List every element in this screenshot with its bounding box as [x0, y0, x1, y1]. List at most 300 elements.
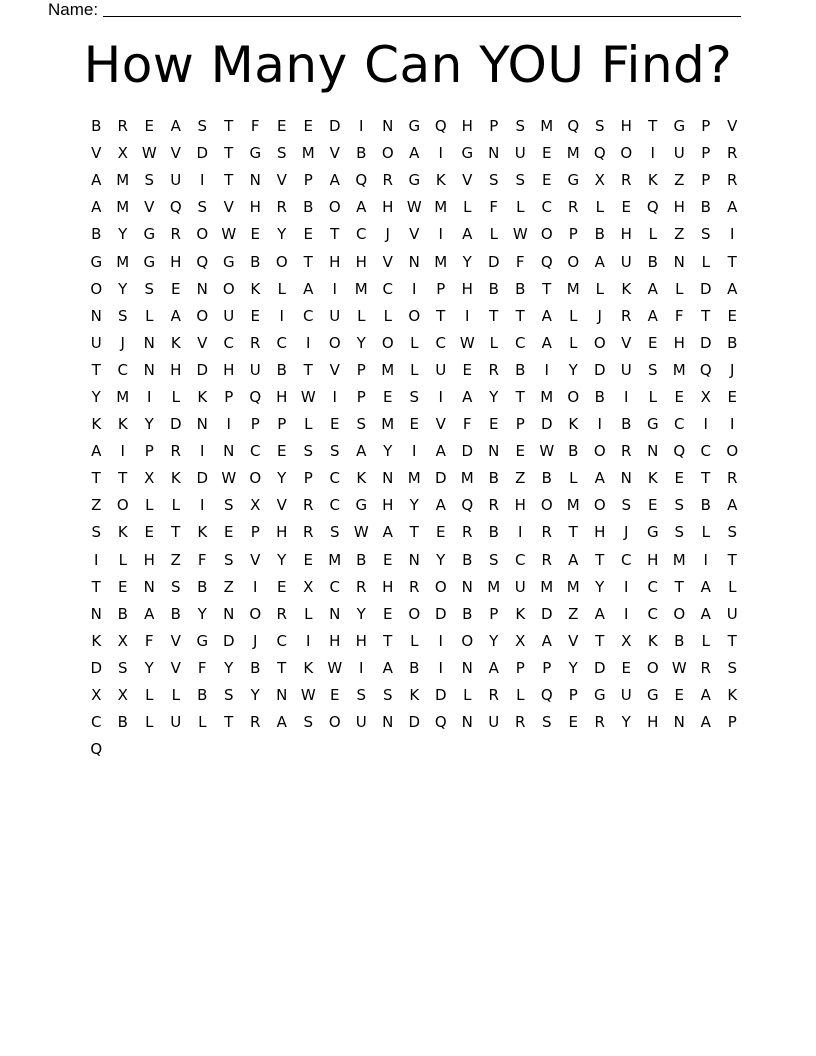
grid-letter: G — [355, 496, 368, 515]
grid-letter: U — [620, 252, 632, 271]
grid-letter: G — [646, 523, 659, 542]
grid-letter: A — [488, 658, 499, 677]
grid-letter: W — [353, 523, 369, 542]
grid-letter: N — [488, 144, 500, 163]
grid-letter: Y — [436, 550, 446, 569]
grid-letter: Q — [540, 252, 553, 271]
grid-letter: B — [700, 496, 711, 515]
grid-letter: L — [383, 306, 392, 325]
grid-letter: Z — [674, 225, 685, 244]
grid-letter: E — [144, 523, 154, 542]
grid-letter: P — [303, 469, 313, 488]
grid-letter: D — [487, 252, 500, 271]
grid-letter: V — [170, 631, 181, 650]
grid-letter: L — [145, 496, 154, 515]
grid-letter: Q — [90, 740, 103, 759]
grid-letter: H — [223, 360, 235, 379]
grid-letter: K — [647, 171, 658, 190]
grid-letter: B — [700, 198, 711, 217]
grid-letter: N — [382, 469, 394, 488]
grid-letter: E — [648, 333, 658, 352]
grid-letter: J — [730, 360, 735, 379]
grid-letter: O — [593, 333, 606, 352]
grid-letter: L — [701, 631, 710, 650]
grid-letter: S — [356, 415, 367, 434]
grid-letter: A — [276, 713, 287, 732]
grid-letter: Y — [356, 604, 366, 623]
grid-letter: M — [381, 415, 395, 434]
grid-letter: Y — [277, 550, 287, 569]
grid-letter: C — [621, 550, 632, 569]
grid-letter: R — [727, 469, 738, 488]
grid-letter: B — [170, 604, 181, 623]
grid-letter: B — [488, 469, 499, 488]
grid-letter: K — [303, 658, 314, 677]
grid-letter: C — [329, 577, 340, 596]
grid-letter: A — [409, 144, 420, 163]
grid-letter: M — [354, 279, 368, 298]
grid-letter: B — [674, 631, 685, 650]
grid-letter: W — [221, 469, 237, 488]
grid-letter: P — [303, 171, 313, 190]
grid-letter: E — [250, 306, 260, 325]
grid-letter: X — [117, 144, 128, 163]
grid-letter: I — [359, 658, 364, 677]
grid-letter: Q — [593, 144, 606, 163]
grid-letter: V — [223, 198, 234, 217]
grid-letter: A — [170, 306, 181, 325]
grid-letter: S — [276, 144, 287, 163]
grid-letter: W — [141, 144, 157, 163]
grid-letter: E — [621, 198, 631, 217]
grid-letter: R — [568, 198, 579, 217]
grid-letter: Y — [91, 387, 101, 406]
grid-letter: S — [170, 577, 181, 596]
grid-letter: Z — [568, 604, 579, 623]
grid-letter: Q — [249, 387, 262, 406]
grid-letter: T — [303, 360, 313, 379]
grid-letter: C — [674, 415, 685, 434]
grid-letter: E — [224, 523, 234, 542]
grid-letter: I — [703, 415, 708, 434]
grid-letter: D — [434, 469, 447, 488]
grid-letter: E — [330, 686, 340, 705]
grid-letter: M — [540, 117, 554, 136]
grid-letter: P — [250, 415, 260, 434]
grid-letter: W — [221, 225, 237, 244]
grid-letter: K — [197, 523, 208, 542]
grid-letter: U — [223, 306, 235, 325]
grid-letter: I — [438, 144, 443, 163]
grid-letter: Z — [170, 550, 181, 569]
grid-letter: S — [303, 713, 314, 732]
grid-letter: T — [542, 279, 552, 298]
grid-letter: R — [462, 523, 473, 542]
grid-letter: E — [409, 415, 419, 434]
grid-letter: B — [276, 360, 287, 379]
grid-letter: V — [329, 360, 340, 379]
grid-letter: H — [620, 225, 632, 244]
grid-letter: F — [197, 550, 207, 569]
grid-letter: L — [463, 686, 472, 705]
grid-letter: A — [700, 604, 711, 623]
grid-letter: B — [541, 469, 552, 488]
grid-letter: W — [300, 387, 316, 406]
grid-letter: N — [673, 252, 685, 271]
grid-letter: T — [515, 306, 525, 325]
grid-letter: B — [250, 658, 261, 677]
grid-letter: Y — [197, 604, 207, 623]
grid-letter: I — [279, 306, 284, 325]
grid-letter: S — [647, 360, 658, 379]
grid-letter: B — [356, 144, 367, 163]
page-title: How Many Can YOU Find? — [83, 36, 733, 94]
grid-letter: E — [542, 144, 552, 163]
grid-letter: E — [330, 415, 340, 434]
grid-letter: V — [568, 631, 579, 650]
grid-letter: X — [594, 171, 605, 190]
grid-letter: V — [250, 550, 261, 569]
grid-letter: R — [303, 496, 314, 515]
grid-letter: X — [700, 387, 711, 406]
grid-letter: V — [170, 144, 181, 163]
grid-letter: M — [460, 469, 474, 488]
grid-letter: L — [489, 333, 498, 352]
grid-letter: B — [250, 252, 261, 271]
grid-letter: M — [434, 252, 448, 271]
grid-letter: H — [276, 523, 288, 542]
grid-letter: S — [223, 686, 234, 705]
grid-letter: R — [303, 523, 314, 542]
grid-letter: D — [196, 360, 209, 379]
grid-letter: C — [541, 198, 552, 217]
grid-letter: S — [674, 523, 685, 542]
grid-letter: A — [727, 279, 738, 298]
grid-letter: O — [249, 469, 262, 488]
grid-letter: T — [595, 550, 605, 569]
name-label: Name: — [48, 0, 99, 19]
grid-letter: Y — [595, 577, 605, 596]
grid-letter: M — [328, 550, 342, 569]
grid-letter: G — [408, 171, 421, 190]
grid-letter: A — [382, 658, 393, 677]
grid-letter: L — [118, 550, 127, 569]
grid-letter: F — [515, 252, 525, 271]
grid-letter: S — [197, 198, 208, 217]
grid-letter: K — [621, 279, 632, 298]
grid-letter: K — [727, 686, 738, 705]
grid-letter: X — [144, 469, 155, 488]
grid-letter: H — [276, 387, 288, 406]
grid-letter: B — [515, 279, 526, 298]
grid-letter: Q — [169, 198, 182, 217]
grid-letter: T — [224, 713, 234, 732]
grid-letter: E — [727, 306, 737, 325]
grid-letter: A — [568, 550, 579, 569]
grid-letter: P — [356, 387, 366, 406]
grid-letter: Y — [409, 496, 419, 515]
grid-letter: C — [515, 550, 526, 569]
grid-letter: P — [489, 604, 499, 623]
grid-letter: L — [171, 496, 180, 515]
grid-letter: A — [541, 306, 552, 325]
grid-letter: T — [595, 631, 605, 650]
grid-letter: N — [196, 279, 208, 298]
grid-letter: O — [196, 225, 209, 244]
grid-letter: N — [143, 333, 155, 352]
grid-letter: K — [515, 604, 526, 623]
grid-letter: I — [147, 387, 152, 406]
grid-letter: Z — [515, 469, 526, 488]
grid-letter: N — [143, 360, 155, 379]
grid-letter: O — [222, 279, 235, 298]
grid-letter: B — [197, 577, 208, 596]
grid-letter: F — [144, 631, 154, 650]
grid-letter: V — [621, 333, 632, 352]
grid-letter: P — [701, 144, 711, 163]
grid-letter: L — [728, 577, 737, 596]
grid-letter: Y — [277, 469, 287, 488]
grid-letter: M — [672, 550, 686, 569]
grid-letter: T — [330, 225, 340, 244]
grid-letter: B — [594, 225, 605, 244]
grid-letter: K — [647, 469, 658, 488]
grid-letter: N — [249, 171, 261, 190]
grid-letter: U — [170, 713, 182, 732]
grid-letter: A — [435, 496, 446, 515]
grid-letter: X — [117, 686, 128, 705]
grid-letter: A — [700, 577, 711, 596]
grid-letter: P — [250, 523, 260, 542]
grid-letter: E — [303, 550, 313, 569]
grid-letter: Z — [674, 171, 685, 190]
grid-letter: I — [438, 631, 443, 650]
grid-letter: R — [170, 225, 181, 244]
grid-letter: V — [409, 225, 420, 244]
grid-letter: Q — [646, 198, 659, 217]
grid-letter: N — [196, 415, 208, 434]
grid-letter: D — [222, 631, 235, 650]
grid-letter: I — [730, 225, 735, 244]
grid-letter: R — [727, 144, 738, 163]
grid-letter: O — [116, 496, 129, 515]
grid-letter: M — [540, 577, 554, 596]
grid-letter: B — [727, 333, 738, 352]
grid-letter: S — [223, 496, 234, 515]
grid-letter: L — [410, 631, 419, 650]
grid-letter: I — [200, 442, 205, 461]
grid-letter: K — [356, 469, 367, 488]
grid-letter: K — [435, 171, 446, 190]
grid-letter: W — [406, 198, 422, 217]
grid-letter: R — [488, 360, 499, 379]
grid-letter: E — [727, 387, 737, 406]
grid-letter: I — [226, 415, 231, 434]
grid-letter: H — [329, 252, 341, 271]
grid-letter: L — [463, 198, 472, 217]
grid-letter: R — [621, 171, 632, 190]
grid-letter: Y — [356, 333, 366, 352]
grid-letter: U — [90, 333, 102, 352]
grid-letter: S — [303, 442, 314, 461]
grid-letter: Y — [277, 225, 287, 244]
grid-letter: A — [647, 306, 658, 325]
grid-letter: B — [197, 686, 208, 705]
grid-letter: H — [170, 360, 182, 379]
grid-letter: R — [250, 333, 261, 352]
grid-letter: J — [624, 523, 629, 542]
grid-letter: A — [382, 523, 393, 542]
grid-letter: C — [647, 604, 658, 623]
grid-letter: V — [170, 658, 181, 677]
grid-letter: D — [434, 604, 447, 623]
grid-letter: H — [382, 496, 394, 515]
grid-letter: T — [303, 252, 313, 271]
grid-letter: L — [675, 279, 684, 298]
grid-letter: A — [594, 252, 605, 271]
grid-letter: L — [171, 387, 180, 406]
grid-letter: E — [568, 713, 578, 732]
grid-letter: R — [409, 577, 420, 596]
grid-letter: U — [514, 144, 526, 163]
grid-letter: M — [540, 387, 554, 406]
grid-letter: C — [91, 713, 102, 732]
grid-letter: W — [539, 442, 555, 461]
grid-letter: K — [409, 686, 420, 705]
grid-letter: N — [408, 550, 420, 569]
grid-letter: I — [730, 415, 735, 434]
grid-letter: O — [593, 496, 606, 515]
grid-letter: A — [727, 198, 738, 217]
grid-letter: I — [650, 144, 655, 163]
grid-letter: D — [593, 360, 606, 379]
grid-letter: A — [435, 442, 446, 461]
grid-letter: H — [355, 252, 367, 271]
grid-letter: T — [91, 469, 101, 488]
grid-letter: E — [542, 171, 552, 190]
grid-letter: M — [487, 577, 501, 596]
grid-letter: P — [489, 117, 499, 136]
grid-letter: U — [620, 360, 632, 379]
grid-letter: T — [701, 469, 711, 488]
grid-letter: A — [91, 442, 102, 461]
grid-letter: A — [170, 117, 181, 136]
grid-letter: S — [223, 550, 234, 569]
grid-letter: E — [277, 117, 287, 136]
grid-letter: A — [594, 469, 605, 488]
grid-letter: P — [356, 360, 366, 379]
grid-letter: S — [91, 523, 102, 542]
grid-letter: W — [327, 658, 343, 677]
grid-letter: B — [356, 550, 367, 569]
grid-letter: Y — [462, 252, 472, 271]
grid-letter: E — [303, 117, 313, 136]
grid-letter: W — [671, 658, 687, 677]
grid-letter: L — [516, 198, 525, 217]
grid-letter: L — [489, 225, 498, 244]
grid-letter: L — [648, 225, 657, 244]
grid-letter: H — [170, 252, 182, 271]
grid-letter: P — [701, 117, 711, 136]
grid-letter: X — [91, 686, 102, 705]
grid-letter: C — [303, 306, 314, 325]
grid-letter: G — [673, 117, 686, 136]
grid-letter: R — [515, 713, 526, 732]
grid-letter: Y — [621, 713, 631, 732]
grid-letter: A — [144, 604, 155, 623]
grid-letter: D — [434, 686, 447, 705]
grid-letter: D — [699, 333, 712, 352]
grid-letter: J — [120, 333, 125, 352]
grid-letter: L — [410, 333, 419, 352]
grid-letter: I — [120, 442, 125, 461]
grid-letter: M — [672, 360, 686, 379]
grid-letter: N — [488, 442, 500, 461]
grid-letter: C — [250, 442, 261, 461]
grid-letter: M — [116, 198, 130, 217]
grid-letter: L — [701, 523, 710, 542]
grid-letter: A — [647, 279, 658, 298]
grid-letter: C — [382, 279, 393, 298]
grid-letter: D — [408, 713, 421, 732]
grid-letter: U — [355, 713, 367, 732]
grid-letter: M — [566, 577, 580, 596]
grid-letter: E — [144, 117, 154, 136]
grid-letter: Q — [673, 442, 686, 461]
grid-letter: R — [382, 171, 393, 190]
grid-letter: B — [409, 658, 420, 677]
grid-letter: U — [435, 360, 447, 379]
grid-letter: B — [462, 604, 473, 623]
grid-letter: I — [465, 306, 470, 325]
grid-letter: S — [488, 171, 499, 190]
grid-letter: F — [489, 198, 499, 217]
grid-letter: R — [276, 198, 287, 217]
grid-letter: B — [117, 604, 128, 623]
grid-letter: E — [118, 577, 128, 596]
grid-letter: M — [566, 496, 580, 515]
grid-letter: T — [171, 523, 181, 542]
grid-letter: H — [673, 198, 685, 217]
grid-letter: K — [117, 523, 128, 542]
grid-letter: I — [200, 171, 205, 190]
grid-letter: K — [117, 415, 128, 434]
grid-letter: S — [488, 550, 499, 569]
grid-letter: I — [624, 577, 629, 596]
grid-letter: N — [461, 577, 473, 596]
grid-letter: Y — [118, 225, 128, 244]
grid-letter: E — [674, 686, 684, 705]
grid-letter: L — [595, 279, 604, 298]
grid-letter: F — [674, 306, 684, 325]
grid-letter: J — [385, 225, 390, 244]
grid-letter: L — [569, 469, 578, 488]
grid-letter: U — [673, 144, 685, 163]
grid-letter: O — [90, 279, 103, 298]
grid-letter: D — [196, 144, 209, 163]
grid-letter: P — [436, 279, 446, 298]
grid-letter: B — [515, 360, 526, 379]
grid-letter: K — [170, 469, 181, 488]
grid-letter: T — [727, 631, 737, 650]
grid-letter: L — [701, 252, 710, 271]
grid-letter: X — [515, 631, 526, 650]
grid-letter: E — [648, 496, 658, 515]
grid-letter: O — [408, 604, 421, 623]
grid-letter: C — [223, 333, 234, 352]
grid-letter: I — [412, 279, 417, 298]
grid-letter: I — [253, 577, 258, 596]
